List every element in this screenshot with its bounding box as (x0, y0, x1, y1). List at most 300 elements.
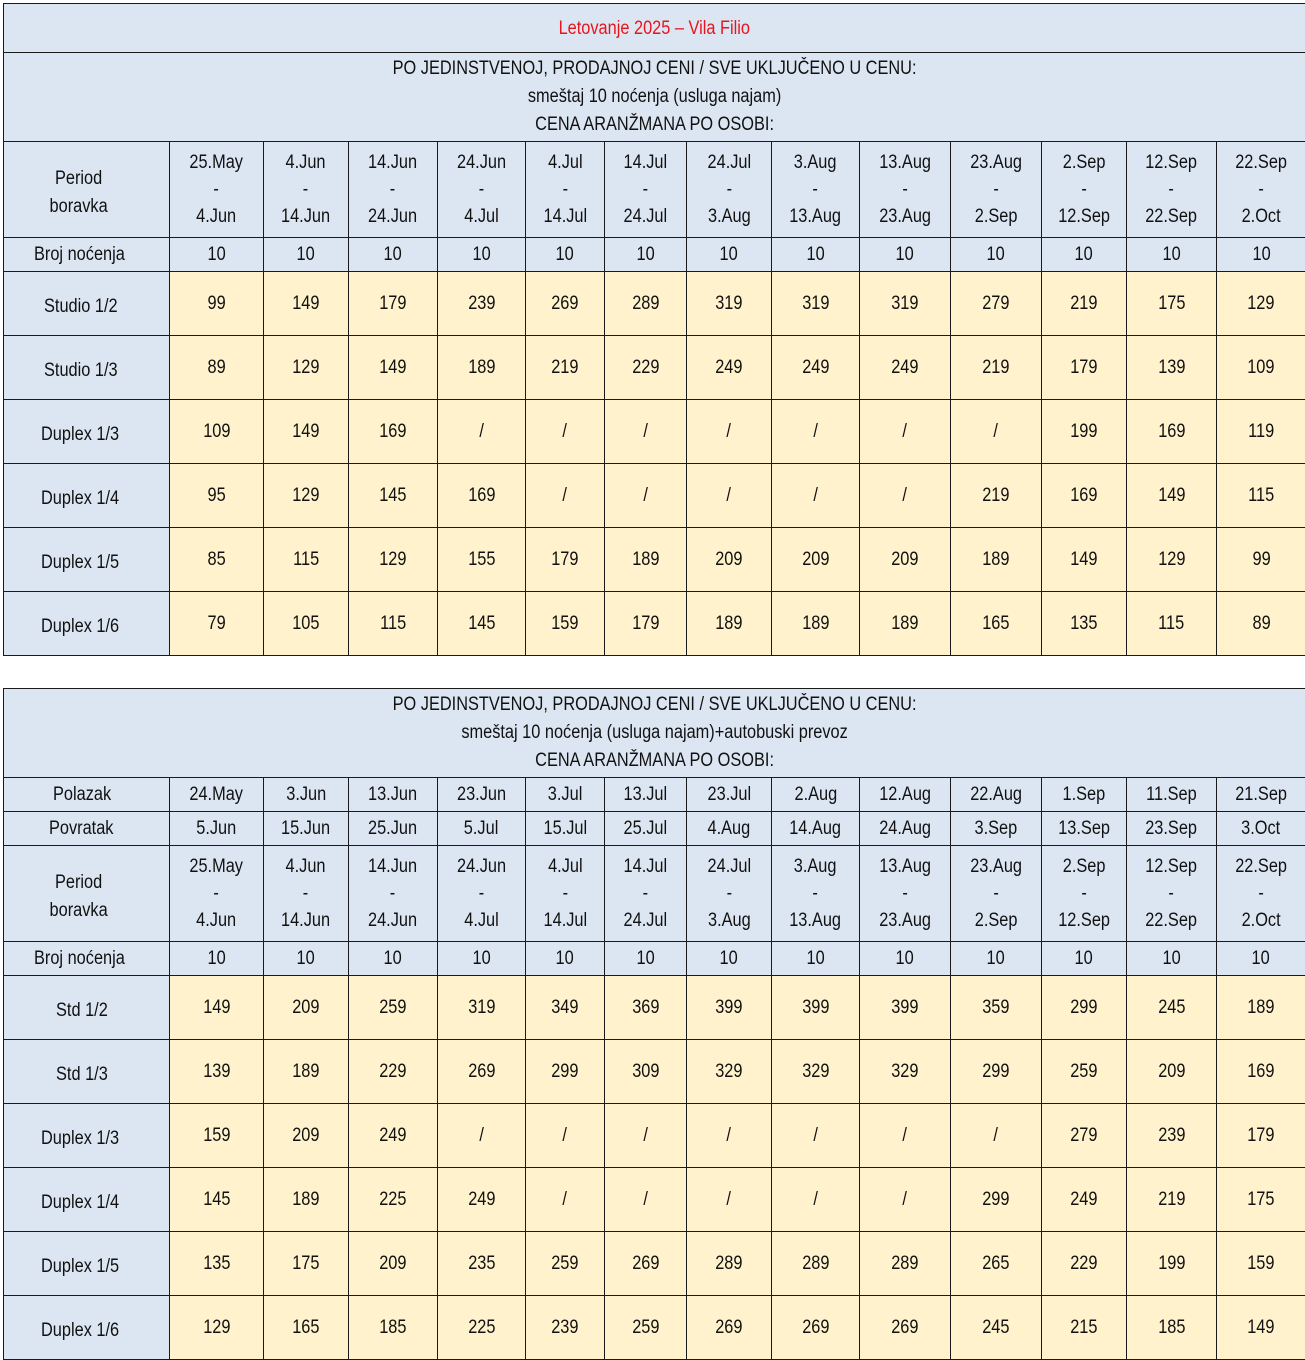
price-value: 175 (1158, 290, 1185, 317)
period-from: 22.Sep (1235, 856, 1287, 877)
room-type-label (4, 1232, 170, 1296)
price-value: 149 (379, 354, 406, 381)
room-type-label (4, 336, 170, 400)
period-range (1235, 149, 1287, 230)
nights-row-value: 10 (384, 241, 402, 268)
departure-row-cell (526, 778, 605, 812)
price-cell (349, 1296, 438, 1360)
room-type-label (4, 592, 170, 656)
price-value: 289 (715, 1250, 742, 1277)
price-value: 265 (982, 1250, 1009, 1277)
period-range (457, 853, 506, 934)
period-cell (1042, 142, 1127, 238)
period-to: 23.Aug (879, 910, 931, 931)
price-value: 79 (207, 610, 225, 637)
period-to: 13.Aug (790, 910, 842, 931)
price-value: / (903, 1186, 908, 1213)
price-value: 159 (1247, 1250, 1274, 1277)
price-value: 289 (632, 290, 659, 317)
price-value: 209 (292, 1122, 319, 1149)
price-value: 159 (551, 610, 578, 637)
departure-row-value: 21.Sep (1235, 781, 1287, 808)
price-cell (772, 1232, 860, 1296)
period-to: 4.Jun (197, 206, 237, 227)
nights-row (4, 238, 1305, 272)
price-value: / (643, 1122, 648, 1149)
price-value: 309 (632, 1058, 659, 1085)
period-to: 3.Aug (708, 910, 751, 931)
price-value: 269 (468, 1058, 495, 1085)
price-cell (860, 272, 951, 336)
departure-row-value: 3.Jun (286, 781, 326, 808)
room-type-label (4, 400, 170, 464)
price-cell (605, 1168, 687, 1232)
price-cell (1217, 464, 1305, 528)
room-type-text: Duplex 1/4 (41, 1189, 119, 1216)
period-cell (349, 846, 438, 942)
price-value: 119 (1248, 418, 1274, 445)
period-sep: - (214, 883, 219, 904)
price-cell (170, 1168, 264, 1232)
price-row (4, 336, 1305, 400)
price-value: 165 (982, 610, 1009, 637)
period-to: 4.Jun (197, 910, 237, 931)
period-range (790, 853, 842, 934)
room-type-label (4, 272, 170, 336)
price-row (4, 528, 1305, 592)
return-row-cell (438, 812, 526, 846)
notice-line1: PO JEDINSTVENOJ, PRODAJNOJ CENI / SVE UKLJUČENO U CENU: (393, 694, 917, 715)
price-value: 269 (551, 290, 578, 317)
price-value: 105 (292, 610, 319, 637)
price-value: 249 (802, 354, 829, 381)
price-value: 149 (1158, 482, 1185, 509)
period-cell (526, 142, 605, 238)
period-row (4, 846, 1305, 942)
return-row-cell (860, 812, 951, 846)
price-value: 239 (1158, 1122, 1185, 1149)
price-cell (526, 592, 605, 656)
price-cell (526, 1232, 605, 1296)
price-value: / (903, 482, 908, 509)
period-to: 4.Jul (464, 206, 499, 227)
price-cell (1127, 464, 1217, 528)
nights-row-value: 10 (207, 241, 225, 268)
period-from: 23.Aug (970, 152, 1022, 173)
period-to: 2.Sep (975, 206, 1018, 227)
price-value: / (994, 418, 999, 445)
period-to: 4.Jul (464, 910, 499, 931)
price-value: 115 (1248, 482, 1274, 509)
nights-row-cell (438, 942, 526, 976)
price-value: 299 (982, 1186, 1009, 1213)
price-value: 289 (891, 1250, 918, 1277)
period-range (970, 149, 1022, 230)
price-cell (772, 1168, 860, 1232)
nights-row-label-text: Broj noćenja (34, 241, 125, 268)
price-value: 149 (203, 994, 230, 1021)
price-value: 269 (632, 1250, 659, 1277)
period-to: 23.Aug (879, 206, 931, 227)
nights-row-value: 10 (720, 241, 738, 268)
price-cell (349, 336, 438, 400)
price-cell (605, 400, 687, 464)
price-cell (264, 1040, 349, 1104)
price-cell (526, 272, 605, 336)
nights-row-cell (1042, 238, 1127, 272)
price-value: / (903, 418, 908, 445)
room-type-label (4, 1040, 170, 1104)
price-cell (349, 976, 438, 1040)
price-cell (438, 976, 526, 1040)
nights-row-value: 10 (806, 241, 824, 268)
period-sep: - (1081, 179, 1086, 200)
price-value: 259 (551, 1250, 578, 1277)
return-row-cell (264, 812, 349, 846)
price-value: 209 (1158, 1058, 1185, 1085)
nights-row-cell (687, 942, 772, 976)
price-value: 249 (715, 354, 742, 381)
price-value: / (643, 482, 648, 509)
nights-row-cell (1127, 238, 1217, 272)
departure-row-value: 23.Jun (457, 781, 506, 808)
period-sep: - (479, 179, 484, 200)
price-value: 165 (292, 1314, 319, 1341)
price-value: 179 (379, 290, 406, 317)
price-value: 129 (292, 482, 319, 509)
price-cell (170, 464, 264, 528)
nights-row-cell (1127, 942, 1217, 976)
period-cell (438, 142, 526, 238)
price-cell (526, 464, 605, 528)
price-value: 169 (1158, 418, 1185, 445)
departure-row-cell (349, 778, 438, 812)
period-sep: - (479, 883, 484, 904)
price-value: 95 (207, 482, 225, 509)
period-to: 24.Jul (624, 206, 668, 227)
price-cell (264, 976, 349, 1040)
price-cell (687, 464, 772, 528)
price-value: 99 (207, 290, 225, 317)
nights-row-value: 10 (472, 945, 490, 972)
departure-row-cell (438, 778, 526, 812)
price-cell (772, 1040, 860, 1104)
room-type-text: Studio 1/3 (44, 357, 118, 384)
return-row-cell (1127, 812, 1217, 846)
price-cell (1042, 528, 1127, 592)
room-type-label (4, 1104, 170, 1168)
price-value: 89 (1252, 610, 1270, 637)
notice-line2: smeštaj 10 noćenja (usluga najam) (528, 86, 781, 107)
price-value: / (479, 418, 484, 445)
period-cell (1127, 846, 1217, 942)
return-row-value: 5.Jul (464, 815, 499, 842)
nights-row-value: 10 (472, 241, 490, 268)
period-sep: - (1169, 883, 1174, 904)
room-type-text: Duplex 1/3 (41, 1125, 119, 1152)
period-cell (772, 142, 860, 238)
departure-row-cell (951, 778, 1042, 812)
period-from: 4.Jun (286, 856, 326, 877)
period-to: 2.Oct (1242, 206, 1281, 227)
departure-row-value: 23.Jul (707, 781, 751, 808)
period-range (190, 853, 244, 934)
price-value: 189 (1247, 994, 1274, 1021)
price-cell (1042, 1168, 1127, 1232)
period-label (4, 142, 170, 238)
price-value: 269 (802, 1314, 829, 1341)
room-type-text: Duplex 1/5 (41, 1253, 119, 1280)
price-cell (1042, 976, 1127, 1040)
nights-row-cell (526, 942, 605, 976)
price-value: 219 (982, 482, 1009, 509)
period-sep: - (726, 179, 731, 200)
price-cell (951, 1040, 1042, 1104)
period-range (624, 149, 668, 230)
period-cell (860, 846, 951, 942)
price-cell (1042, 1104, 1127, 1168)
price-cell (264, 1296, 349, 1360)
price-cell (605, 272, 687, 336)
period-to: 14.Jun (281, 206, 330, 227)
period-to: 3.Aug (708, 206, 751, 227)
price-cell (264, 336, 349, 400)
price-cell (605, 528, 687, 592)
price-cell (264, 400, 349, 464)
price-table-with-bus (3, 688, 1305, 1360)
price-cell (349, 1040, 438, 1104)
return-row-cell (1217, 812, 1305, 846)
price-cell (526, 1104, 605, 1168)
price-value: 189 (292, 1186, 319, 1213)
departure-row-value: 13.Jun (368, 781, 417, 808)
period-sep: - (303, 179, 308, 200)
period-range (281, 149, 330, 230)
price-row (4, 272, 1305, 336)
price-value: 245 (982, 1314, 1009, 1341)
nights-row-cell (860, 238, 951, 272)
price-cell (349, 464, 438, 528)
period-sep: - (993, 883, 998, 904)
price-cell (605, 1296, 687, 1360)
period-from: 4.Jul (548, 856, 583, 877)
nights-row-value: 10 (896, 241, 914, 268)
nights-row-value: 10 (987, 241, 1005, 268)
nights-row-cell (951, 238, 1042, 272)
period-from: 24.Jun (457, 856, 506, 877)
return-row-cell (605, 812, 687, 846)
departure-row-cell (264, 778, 349, 812)
price-cell (1042, 464, 1127, 528)
price-cell (1127, 1040, 1217, 1104)
period-sep: - (390, 883, 395, 904)
period-label-text: Period boravka (27, 869, 130, 925)
price-value: / (563, 418, 568, 445)
price-value: / (903, 1122, 908, 1149)
period-sep: - (813, 883, 818, 904)
price-cell (438, 400, 526, 464)
period-label-text: Period boravka (27, 165, 130, 221)
departure-row-value: 22.Aug (970, 781, 1022, 808)
period-from: 25.May (190, 152, 244, 173)
price-value: 279 (1070, 1122, 1097, 1149)
departure-row-cell (170, 778, 264, 812)
period-cell (1217, 846, 1305, 942)
price-cell (605, 464, 687, 528)
period-cell (170, 846, 264, 942)
price-value: / (563, 1122, 568, 1149)
price-value: 349 (551, 994, 578, 1021)
period-row (4, 142, 1305, 238)
price-value: 109 (1247, 354, 1274, 381)
room-type-label (4, 528, 170, 592)
price-cell (438, 1104, 526, 1168)
period-sep: - (902, 883, 907, 904)
price-value: / (727, 1122, 732, 1149)
return-row-label-text: Povratak (49, 815, 113, 842)
nights-row-cell (605, 942, 687, 976)
price-cell (1127, 592, 1217, 656)
price-cell (860, 400, 951, 464)
price-value: 85 (207, 546, 225, 573)
period-from: 2.Sep (1063, 856, 1106, 877)
table-title-cell (4, 4, 1305, 53)
price-value: 129 (379, 546, 406, 573)
price-cell (349, 592, 438, 656)
period-range (879, 149, 931, 230)
price-cell (860, 464, 951, 528)
title-row (4, 4, 1305, 53)
price-value: / (813, 418, 818, 445)
departure-row-value: 13.Jul (624, 781, 668, 808)
price-cell (264, 1232, 349, 1296)
period-sep: - (214, 179, 219, 200)
price-row (4, 592, 1305, 656)
room-type-label (4, 1296, 170, 1360)
price-cell (170, 592, 264, 656)
room-type-text: Std 1/2 (56, 997, 108, 1024)
return-row-cell (687, 812, 772, 846)
period-from: 2.Sep (1063, 152, 1106, 173)
price-cell (349, 272, 438, 336)
period-sep: - (562, 883, 567, 904)
period-range (190, 149, 244, 230)
period-range (457, 149, 506, 230)
nights-row-cell (526, 238, 605, 272)
nights-row-cell (772, 942, 860, 976)
price-value: 289 (802, 1250, 829, 1277)
notice-text (393, 691, 917, 775)
price-value: / (727, 418, 732, 445)
period-to: 2.Sep (975, 910, 1018, 931)
price-value: / (994, 1122, 999, 1149)
period-cell (526, 846, 605, 942)
price-cell (170, 1296, 264, 1360)
period-range (1146, 149, 1198, 230)
price-cell (772, 976, 860, 1040)
price-row (4, 1232, 1305, 1296)
price-value: 269 (891, 1314, 918, 1341)
price-cell (860, 1296, 951, 1360)
nights-row-cell (1042, 942, 1127, 976)
period-from: 14.Jun (368, 152, 417, 173)
price-value: 259 (632, 1314, 659, 1341)
period-cell (438, 846, 526, 942)
return-row-value: 3.Sep (975, 815, 1018, 842)
period-sep: - (390, 179, 395, 200)
period-cell (605, 846, 687, 942)
price-cell (170, 272, 264, 336)
price-value: 209 (802, 546, 829, 573)
return-row-value: 5.Jun (197, 815, 237, 842)
price-cell (526, 336, 605, 400)
period-cell (687, 846, 772, 942)
price-cell (772, 592, 860, 656)
return-row-value: 13.Sep (1058, 815, 1110, 842)
room-type-label (4, 1168, 170, 1232)
return-row-value: 23.Sep (1146, 815, 1198, 842)
price-value: 189 (982, 546, 1009, 573)
period-to: 22.Sep (1146, 206, 1198, 227)
price-cell (526, 976, 605, 1040)
return-row-value: 25.Jul (624, 815, 668, 842)
return-row-value: 3.Oct (1242, 815, 1281, 842)
room-type-label (4, 464, 170, 528)
price-value: 149 (1247, 1314, 1274, 1341)
price-cell (687, 976, 772, 1040)
price-value: 399 (802, 994, 829, 1021)
price-cell (349, 400, 438, 464)
period-range (1235, 853, 1287, 934)
nights-row-label (4, 238, 170, 272)
price-cell (687, 336, 772, 400)
price-cell (772, 400, 860, 464)
price-cell (1042, 272, 1127, 336)
nights-row-value: 10 (806, 945, 824, 972)
price-cell (860, 528, 951, 592)
price-value: / (643, 1186, 648, 1213)
price-value: 189 (715, 610, 742, 637)
price-value: 259 (1070, 1058, 1097, 1085)
period-to: 24.Jun (368, 206, 417, 227)
period-sep: - (1258, 883, 1263, 904)
price-value: 229 (1070, 1250, 1097, 1277)
nights-row-cell (1217, 942, 1305, 976)
price-cell (170, 976, 264, 1040)
period-from: 24.Jul (707, 152, 751, 173)
price-cell (1042, 336, 1127, 400)
price-cell (605, 1040, 687, 1104)
price-cell (1217, 1168, 1305, 1232)
price-cell (772, 272, 860, 336)
price-value: 145 (468, 610, 495, 637)
departure-row-cell (1217, 778, 1305, 812)
price-value: 329 (891, 1058, 918, 1085)
nights-row-value: 10 (297, 241, 315, 268)
return-row-value: 4.Aug (708, 815, 751, 842)
price-cell (170, 1104, 264, 1168)
notice-line3: CENA ARANŽMANA PO OSOBI: (535, 750, 774, 771)
price-cell (1217, 1232, 1305, 1296)
price-value: 179 (551, 546, 578, 573)
departure-row-label (4, 778, 170, 812)
price-cell (951, 1104, 1042, 1168)
price-cell (1042, 1040, 1127, 1104)
period-sep: - (1169, 179, 1174, 200)
room-type-text: Duplex 1/6 (41, 1317, 119, 1344)
price-value: 319 (715, 290, 742, 317)
period-range (1058, 149, 1110, 230)
